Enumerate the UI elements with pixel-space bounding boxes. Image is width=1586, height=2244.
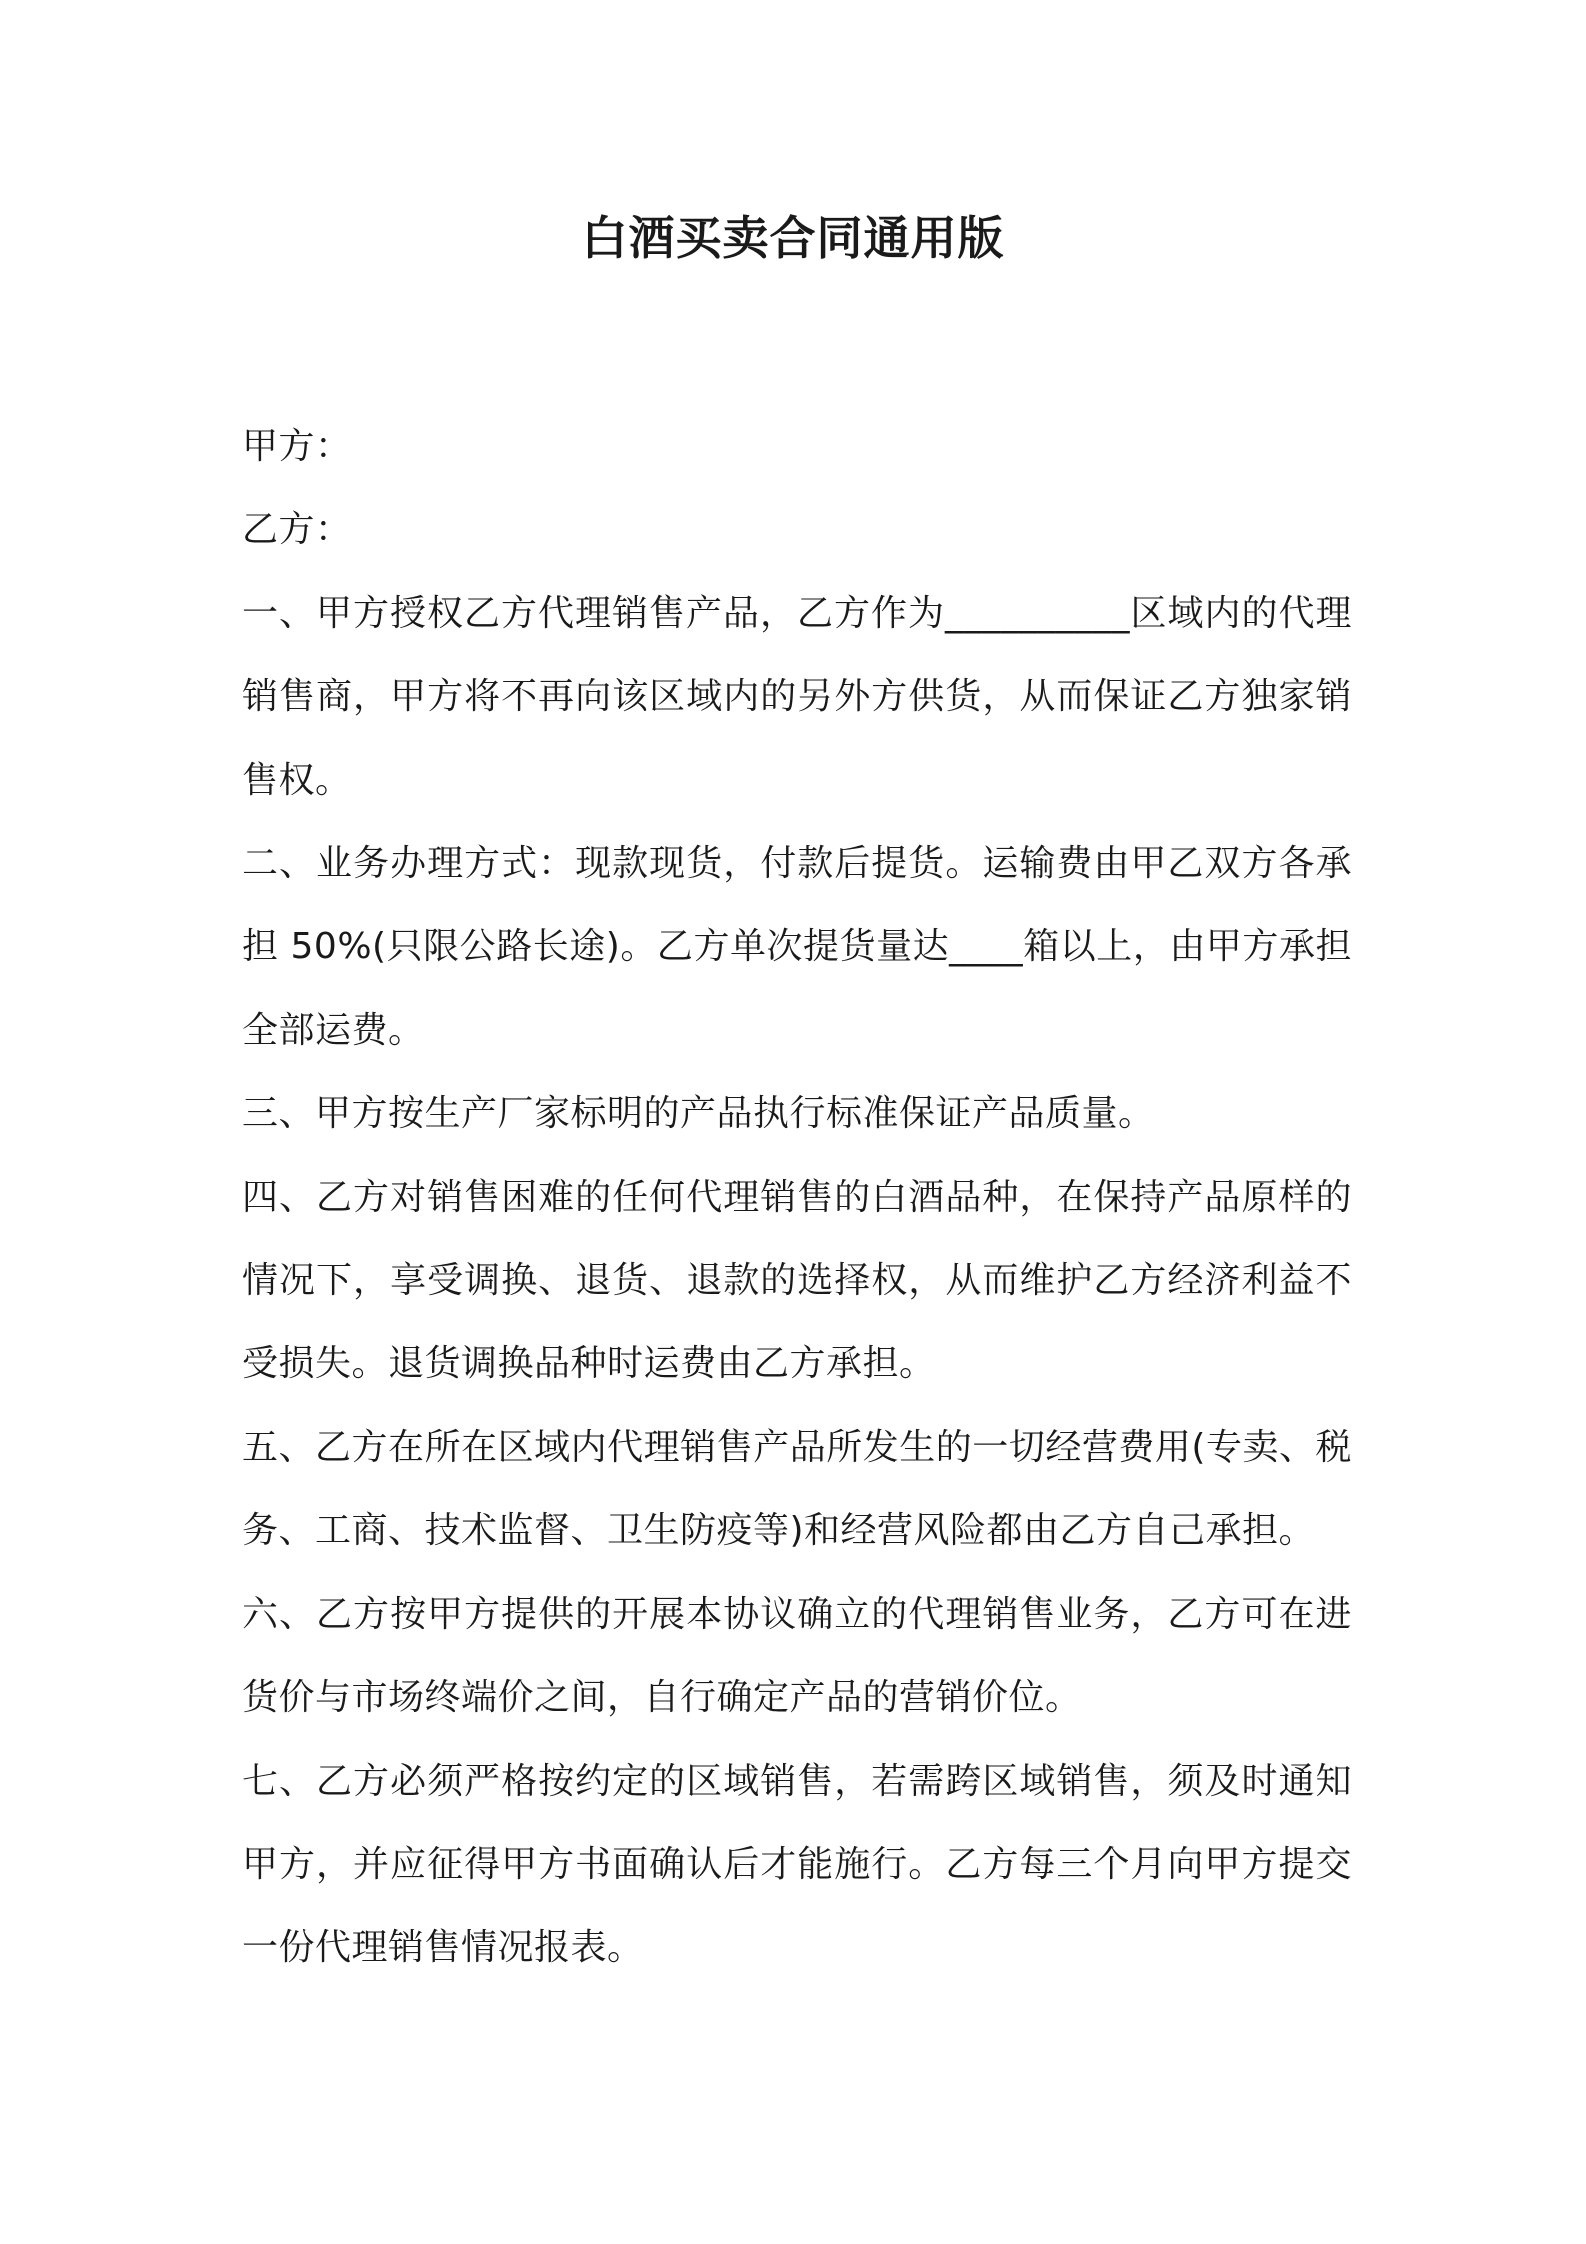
clause-5: 五、乙方在所在区域内代理销售产品所发生的一切经营费用(专卖、税务、工商、技术监督、卫生防疫等)和经营风险都由乙方自己承担。 [242,1426,1352,1552]
clause-7: 七、乙方必须严格按约定的区域销售，若需跨区域销售，须及时通知甲方，并应征得甲方书面确认后才能施行。乙方每三个月向甲方提交一份代理销售情况报表。 [242,1760,1352,1969]
clause-2: 二、业务办理方式：现款现货，付款后提货。运输费由甲乙双方各承担 50%(只限公路长途)。乙方单次提货量达____箱以上，由甲方承担全部运费。 [242,843,1352,1051]
party-a-line: 甲方： [242,426,352,467]
clause-6: 六、乙方按甲方提供的开展本协议确立的代理销售业务，乙方可在进货价与市场终端价之间，自行确定产品的营销价位。 [242,1593,1352,1719]
document-title: 白酒买卖合同通用版 [581,211,1005,265]
document-body [242,405,1352,1990]
party-b-line: 乙方： [242,509,352,551]
clause-4: 四、乙方对销售困难的任何代理销售的白酒品种，在保持产品原样的情况下，享受调换、退货、退款的选择权，从而维护乙方经济利益不受损失。退货调换品种时运费由乙方承担。 [242,1176,1352,1385]
clause-3: 三、甲方按生产厂家标明的产品执行标准保证产品质量。 [242,1093,1155,1135]
clause-1: 一、甲方授权乙方代理销售产品，乙方作为__________区域内的代理销售商，甲方将不再向该区域内的另外方供货，从而保证乙方独家销售权。 [242,592,1352,801]
